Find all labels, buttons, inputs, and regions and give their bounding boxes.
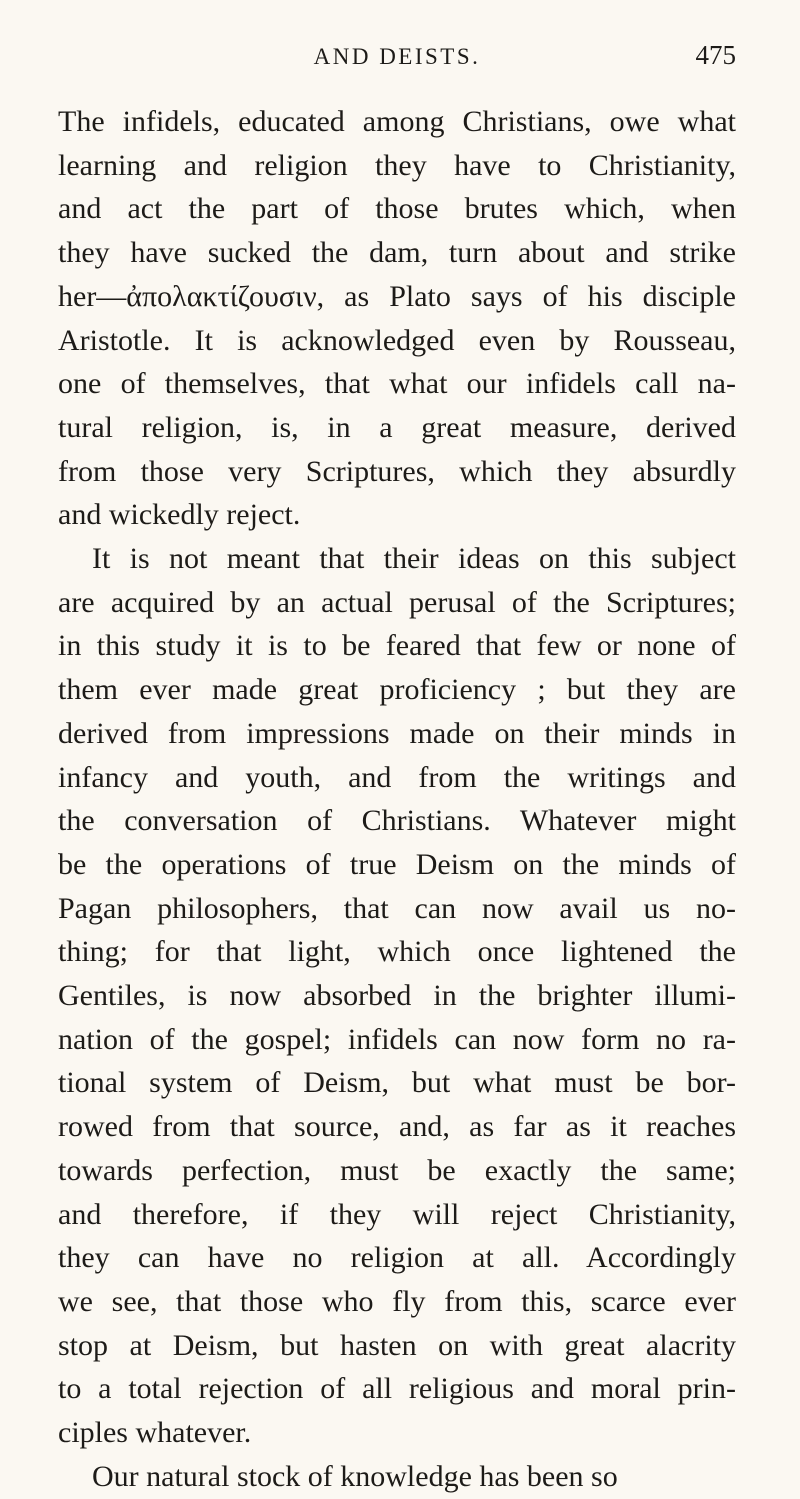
text-line: be the operations of true Deism on the minds of [58, 847, 736, 881]
text-line: tional system of Deism, but what must be bor- [58, 1066, 736, 1100]
text-line: them ever made great proficiency ; but they are [58, 673, 736, 707]
text-line-paragraph-end: and wickedly reject. [58, 498, 301, 532]
body-text [58, 100, 736, 1499]
page-number: 475 [695, 40, 736, 70]
text-line: are acquired by an actual perusal of the Scriptures; [58, 585, 736, 619]
text-line: tural religion, is, in a great measure, derived [58, 410, 736, 444]
text-line: to a total rejection of all religious and moral prin- [58, 1372, 736, 1406]
running-title: AND DEISTS. [313, 44, 481, 69]
text-line: from those very Scriptures, which they absurdly [58, 454, 736, 488]
text-line-paragraph-end: ciples whatever. [58, 1416, 252, 1450]
text-line: they have sucked the dam, turn about and strike [58, 236, 736, 270]
text-line: one of themselves, that what our infidels call na- [58, 367, 736, 401]
text-line: thing; for that light, which once lightened the [58, 935, 736, 969]
text-line: Aristotle. It is acknowledged even by Rousseau, [58, 323, 736, 357]
text-line: her—ἀπολακτίζουσιν, as Plato says of his disciple [58, 279, 736, 313]
text-line: we see, that those who fly from this, scarce ever [58, 1284, 736, 1318]
text-line: Pagan philosophers, that can now avail us no- [58, 891, 736, 925]
text-line: derived from impressions made on their minds in [58, 716, 736, 750]
text-line: and act the part of those brutes which, when [58, 192, 736, 226]
text-line: Gentiles, is now absorbed in the brighter illumi- [58, 979, 736, 1013]
text-line-paragraph-start: It is not meant that their ideas on this subject [92, 542, 736, 576]
text-line: infancy and youth, and from the writings and [58, 760, 736, 794]
text-line-paragraph-start: Our natural stock of knowledge has been so [92, 1459, 618, 1493]
text-line: The infidels, educated among Christians, owe what [58, 105, 736, 138]
text-line: in this study it is to be feared that few or none of [58, 629, 736, 663]
text-line: and therefore, if they will reject Christianity, [58, 1197, 736, 1231]
running-head [58, 0, 736, 100]
text-line: learning and religion they have to Christianity, [58, 148, 736, 182]
text-line: stop at Deism, but hasten on with great alacrity [58, 1328, 736, 1362]
text-line: they can have no religion at all. Accordingly [58, 1241, 736, 1275]
text-line: nation of the gospel; infidels can now form no ra- [58, 1022, 736, 1056]
text-line: the conversation of Christians. Whatever might [58, 804, 736, 838]
text-line: rowed from that source, and, as far as it reaches [58, 1110, 736, 1144]
text-line: towards perfection, must be exactly the same; [58, 1153, 736, 1187]
